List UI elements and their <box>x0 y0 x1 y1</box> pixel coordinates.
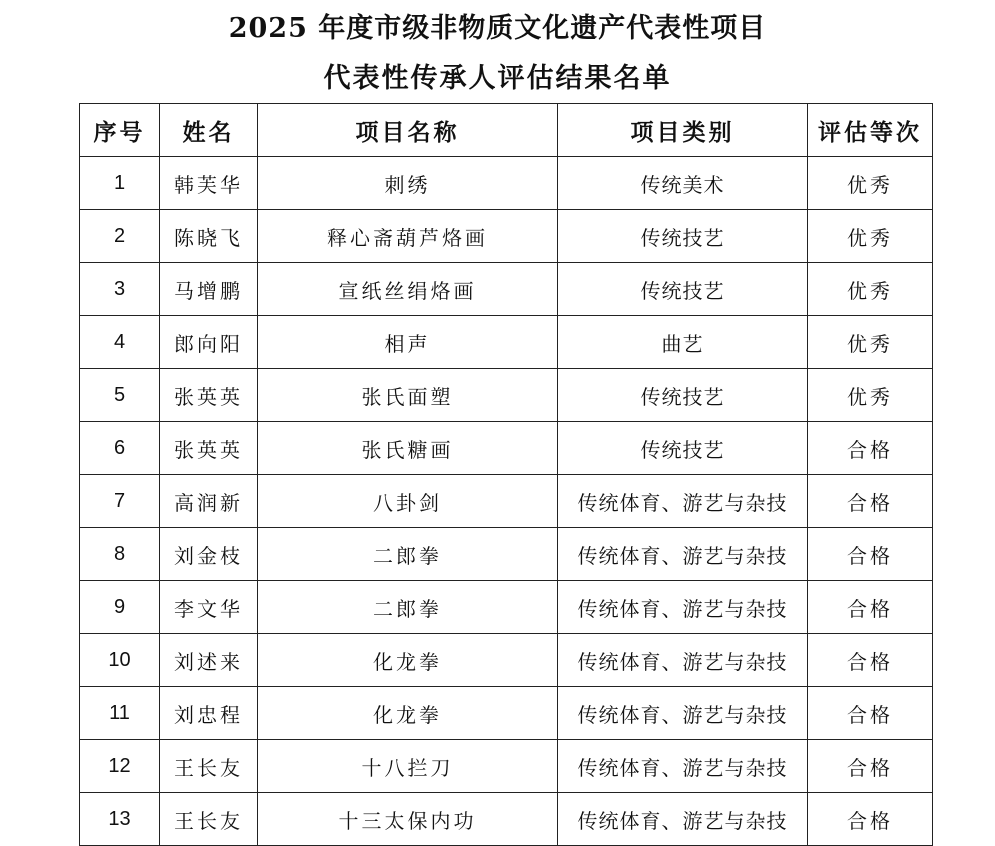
cell-name: 刘述来 <box>160 634 258 687</box>
table-row <box>80 157 933 210</box>
cell-index: 3 <box>80 263 160 316</box>
cell-project-category: 传统体育、游艺与杂技 <box>558 581 808 634</box>
cell-name: 张英英 <box>160 369 258 422</box>
cell-project-name: 化龙拳 <box>258 687 558 740</box>
table-row <box>80 581 933 634</box>
cell-evaluation-grade: 合格 <box>808 740 933 793</box>
cell-evaluation-grade: 合格 <box>808 793 933 846</box>
cell-project-category: 传统体育、游艺与杂技 <box>558 475 808 528</box>
cell-project-category: 传统体育、游艺与杂技 <box>558 634 808 687</box>
table-row <box>80 687 933 740</box>
cell-project-name: 宣纸丝绢烙画 <box>258 263 558 316</box>
table-header-row <box>80 104 933 157</box>
cell-project-category: 传统技艺 <box>558 369 808 422</box>
cell-name: 刘忠程 <box>160 687 258 740</box>
cell-evaluation-grade: 优秀 <box>808 369 933 422</box>
cell-project-category: 传统技艺 <box>558 210 808 263</box>
cell-project-category: 传统体育、游艺与杂技 <box>558 740 808 793</box>
cell-index: 5 <box>80 369 160 422</box>
document-title-line-1: 2025 年度市级非物质文化遗产代表性项目 <box>228 13 767 44</box>
cell-index: 12 <box>80 740 160 793</box>
cell-project-name: 十八拦刀 <box>258 740 558 793</box>
cell-name: 陈晓飞 <box>160 210 258 263</box>
cell-project-category: 传统技艺 <box>558 422 808 475</box>
cell-evaluation-grade: 合格 <box>808 634 933 687</box>
cell-evaluation-grade: 合格 <box>808 475 933 528</box>
cell-index: 2 <box>80 210 160 263</box>
cell-project-name: 八卦剑 <box>258 475 558 528</box>
cell-index: 8 <box>80 528 160 581</box>
cell-index: 4 <box>80 316 160 369</box>
table-row <box>80 422 933 475</box>
header-project-name: 项目名称 <box>258 104 558 157</box>
cell-index: 1 <box>80 157 160 210</box>
table-row <box>80 316 933 369</box>
table-body <box>80 157 933 846</box>
cell-project-name: 二郎拳 <box>258 581 558 634</box>
cell-index: 13 <box>80 793 160 846</box>
cell-project-name: 十三太保内功 <box>258 793 558 846</box>
cell-name: 张英英 <box>160 422 258 475</box>
table-row <box>80 528 933 581</box>
results-table <box>79 103 933 846</box>
table-row <box>80 475 933 528</box>
cell-project-name: 刺绣 <box>258 157 558 210</box>
cell-project-name: 相声 <box>258 316 558 369</box>
header-name: 姓名 <box>160 104 258 157</box>
cell-evaluation-grade: 优秀 <box>808 316 933 369</box>
cell-evaluation-grade: 优秀 <box>808 157 933 210</box>
cell-index: 10 <box>80 634 160 687</box>
cell-name: 王长友 <box>160 793 258 846</box>
cell-project-name: 二郎拳 <box>258 528 558 581</box>
table-row <box>80 793 933 846</box>
header-project-category: 项目类别 <box>558 104 808 157</box>
cell-project-category: 曲艺 <box>558 316 808 369</box>
cell-name: 郎向阳 <box>160 316 258 369</box>
cell-project-category: 传统体育、游艺与杂技 <box>558 528 808 581</box>
cell-project-name: 张氏面塑 <box>258 369 558 422</box>
table-row <box>80 263 933 316</box>
cell-name: 高润新 <box>160 475 258 528</box>
cell-index: 7 <box>80 475 160 528</box>
table-row <box>80 210 933 263</box>
cell-name: 韩芙华 <box>160 157 258 210</box>
cell-project-category: 传统美术 <box>558 157 808 210</box>
table-row <box>80 369 933 422</box>
document-title-line-2: 代表性传承人评估结果名单 <box>323 63 672 94</box>
cell-name: 马增鹏 <box>160 263 258 316</box>
cell-project-category: 传统技艺 <box>558 263 808 316</box>
cell-index: 9 <box>80 581 160 634</box>
cell-project-category: 传统体育、游艺与杂技 <box>558 793 808 846</box>
cell-project-category: 传统体育、游艺与杂技 <box>558 687 808 740</box>
cell-index: 6 <box>80 422 160 475</box>
cell-evaluation-grade: 合格 <box>808 528 933 581</box>
cell-evaluation-grade: 合格 <box>808 687 933 740</box>
cell-project-name: 释心斋葫芦烙画 <box>258 210 558 263</box>
cell-name: 王长友 <box>160 740 258 793</box>
cell-evaluation-grade: 优秀 <box>808 210 933 263</box>
cell-evaluation-grade: 合格 <box>808 581 933 634</box>
table-row <box>80 740 933 793</box>
header-evaluation-grade: 评估等次 <box>808 104 933 157</box>
cell-evaluation-grade: 合格 <box>808 422 933 475</box>
cell-project-name: 化龙拳 <box>258 634 558 687</box>
cell-name: 刘金枝 <box>160 528 258 581</box>
table-row <box>80 634 933 687</box>
cell-index: 11 <box>80 687 160 740</box>
cell-evaluation-grade: 优秀 <box>808 263 933 316</box>
cell-name: 李文华 <box>160 581 258 634</box>
cell-project-name: 张氏糖画 <box>258 422 558 475</box>
header-index: 序号 <box>80 104 160 157</box>
